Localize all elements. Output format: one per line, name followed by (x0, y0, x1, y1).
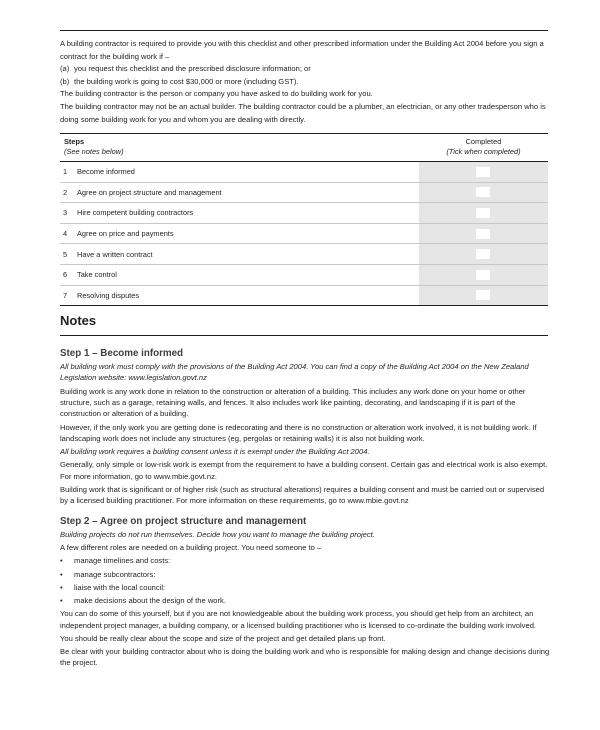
step-number: 3 (63, 208, 68, 218)
item-text: the building work is going to cost $30,000 or more (including GST). (74, 76, 299, 86)
list-item-text: liaise with the local council: (74, 582, 166, 592)
steps-header: Steps (64, 137, 85, 146)
completed-checkbox[interactable] (476, 270, 490, 280)
completed-checkbox[interactable] (476, 249, 490, 259)
completed-checkbox[interactable] (476, 229, 490, 239)
step1-section (60, 347, 550, 509)
steps-header-cell (60, 134, 419, 162)
intro-paragraph: A building contractor is required to provide you with this checklist and other prescribed information under the Building Act 2004 before you sign a contract for the building work if – (60, 39, 544, 61)
bullet: • (60, 596, 63, 606)
step1-paragraph: Generally, only simple or low-risk work is exempt from the requirement to have a building consent. Certain gas and electrical work is also exempt. For more information, go to www.mbie.govt.nz. (60, 460, 548, 481)
step-label: Become informed (77, 167, 135, 177)
intro-item-b (60, 76, 550, 89)
step2-heading: Step 2 – Agree on project structure and management (60, 516, 307, 527)
bullet: • (60, 556, 63, 566)
step1-paragraph: Building work that is significant or of higher risk (such as structural alterations) requires a building consent and must be carried out or supervised by a licensed building practitioner. For more information on these requirements, go to www.mbie.govt.nz (60, 485, 545, 506)
table-row (60, 244, 548, 265)
completed-checkbox[interactable] (476, 290, 490, 300)
step1-heading: Step 1 – Become informed (60, 348, 184, 359)
step2-paragraph: You should be really clear about the scope and size of the project and get detailed plans up front. (60, 633, 386, 643)
notes-heading: Notes (60, 313, 97, 328)
table-row (60, 285, 548, 306)
step-label: Agree on project structure and management (77, 187, 222, 197)
list-item-text: manage subcontractors: (74, 569, 156, 579)
completed-subheader: (Tick when completed) (446, 146, 521, 156)
completed-header: Completed (465, 137, 502, 146)
top-rule (60, 30, 548, 31)
intro-section (60, 38, 550, 126)
step2-paragraph: A few different roles are needed on a building project. You need someone to – (60, 543, 322, 553)
completed-header-cell (419, 134, 548, 162)
item-text: you request this checklist and the prescribed disclosure information; or (74, 64, 311, 74)
list-item (60, 582, 550, 593)
item-marker: (b) (60, 76, 70, 86)
table-row (60, 203, 548, 224)
list-item (60, 555, 550, 566)
list-item (60, 569, 550, 580)
step-label: Agree on price and payments (77, 229, 174, 239)
list-item-text: make decisions about the design of the work. (74, 596, 226, 606)
step1-paragraph: However, if the only work you are getting done is redecorating and there is no construction or alteration work involved, it is not building work. If landscaping work does not include any structures (eg, pergolas or retaining walls) it is also not building work. (60, 422, 537, 444)
table-row (60, 162, 548, 183)
completed-checkbox[interactable] (476, 167, 490, 177)
step-number: 2 (63, 187, 68, 197)
step-number: 7 (63, 290, 68, 300)
step2-paragraph: Be clear with your building contractor about who is doing the building work and who is responsible for making design and change decisions during the project. (60, 647, 550, 668)
item-marker: (a) (60, 64, 70, 74)
bullet: • (60, 582, 63, 592)
step-label: Take control (77, 270, 117, 280)
completed-checkbox[interactable] (476, 187, 490, 197)
step-label: Have a written contract (77, 249, 153, 259)
step-label: Resolving disputes (77, 290, 140, 300)
bullet: • (60, 569, 63, 579)
table-row (60, 223, 548, 244)
contractor-note: The building contractor may not be an actual builder. The building contractor could be a plumber, an electrician, or any other tradesperson who is doing some building work for you and whom you are dealing with directly. (60, 101, 546, 124)
step2-paragraph: Building projects do not run themselves. Decide how you want to manage the building project. (60, 530, 375, 539)
list-item (60, 595, 550, 606)
step-number: 1 (63, 167, 68, 177)
checklist-table (60, 133, 548, 306)
step2-paragraph: You can do some of this yourself, but if you are not knowledgeable about the building work process, you should get help from an architect, an independent project manager, a building company, or a licensed building practitioner who is licensed to co-ordinate the building work involved. (60, 609, 537, 630)
contractor-definition: The building contractor is the person or company you have asked to do building work for you. (60, 89, 373, 99)
step-label: Hire competent building contractors (77, 208, 194, 218)
steps-subheader: (See notes below) (64, 146, 124, 156)
step-number: 5 (63, 249, 68, 259)
list-item-text: manage timelines and costs: (74, 556, 171, 566)
table-header-row (60, 134, 548, 162)
step2-section (60, 515, 550, 671)
table-row (60, 182, 548, 203)
notes-rule (60, 335, 548, 336)
step1-paragraph: Building work is any work done in relation to the construction or alteration of a building. This includes any work done on your home or other structure, such as a garage, retaining walls, and fences. It also includes work like painting, decorating, and landscaping if it is part of the construction or alteration of a building. (60, 386, 526, 419)
step1-paragraph: All building work must comply with the provisions of the Building Act 2004. You can find a copy of the Building Act 2004 on the New Zealand Legislation website: www.legislation.govt.nz (60, 362, 529, 383)
intro-item-a (60, 63, 550, 76)
step-number: 6 (63, 270, 68, 280)
completed-checkbox[interactable] (476, 208, 490, 218)
table-row (60, 264, 548, 285)
step1-paragraph: All building work requires a building consent unless it is exempt under the Building Act 2004. (60, 447, 370, 457)
step-number: 4 (63, 229, 68, 239)
